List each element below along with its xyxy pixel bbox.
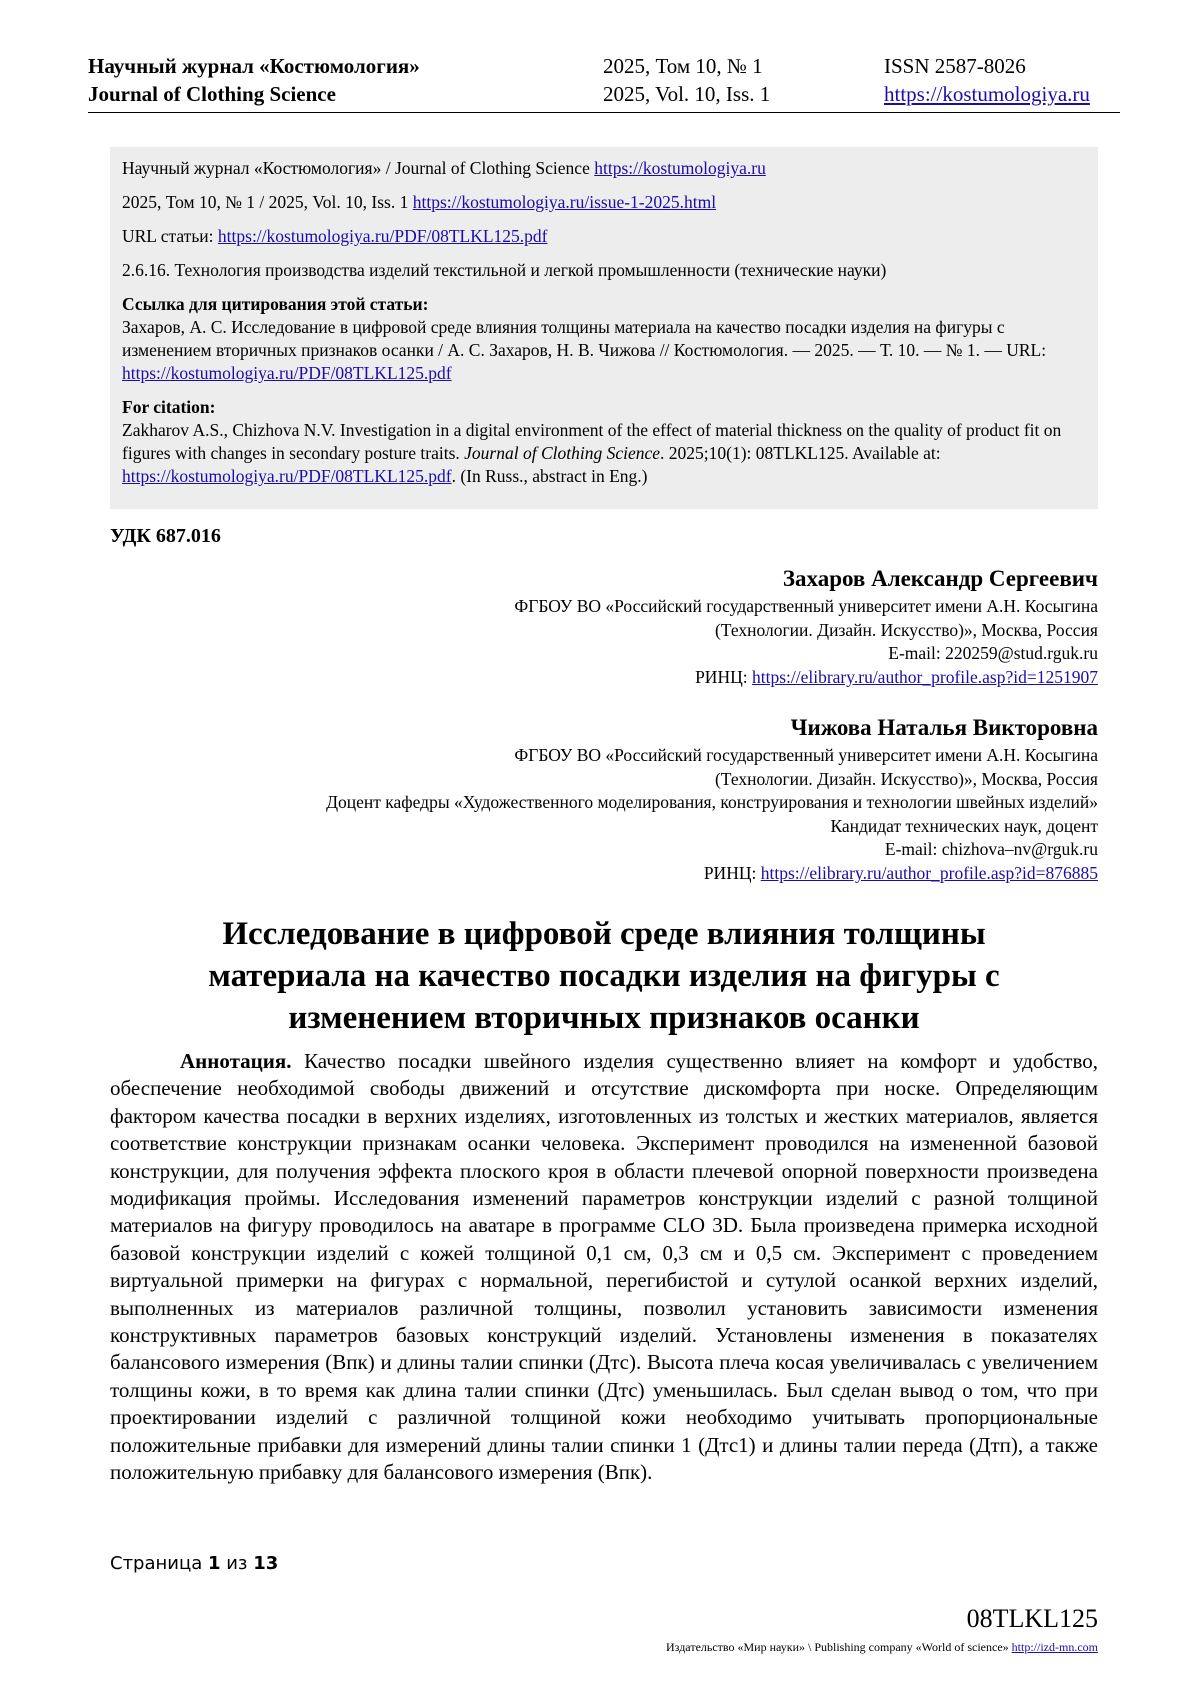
author1-email: E-mail: 220259@stud.rguk.ru — [888, 643, 1098, 664]
publisher-link[interactable]: http://izd-mn.com — [1011, 1640, 1098, 1654]
citation-ru-link[interactable]: https://kostumologiya.ru/PDF/08TLKL125.pdf — [122, 363, 452, 383]
info-issue-text: 2025, Том 10, № 1 / 2025, Vol. 10, Iss. 1 — [122, 192, 413, 212]
udk-code: УДК 687.016 — [110, 525, 221, 547]
author2-rinc — [326, 862, 1098, 886]
header-journal-en: Journal of Clothing Science — [88, 82, 336, 106]
citation-en-text3: . (In Russ., abstract in Eng.) — [451, 466, 648, 486]
header-issue — [603, 52, 770, 108]
article-code: 08TLKL125 — [966, 1604, 1098, 1633]
header-issn — [884, 52, 1090, 108]
abstract — [110, 1048, 1098, 1487]
header-issue-en: 2025, Vol. 10, Iss. 1 — [603, 82, 771, 106]
author1-rinc — [514, 666, 1098, 690]
header-site-link[interactable]: https://kostumologiya.ru — [884, 82, 1090, 106]
author2-rinc-label: РИНЦ: — [703, 862, 761, 883]
info-url-line — [122, 225, 1086, 248]
abstract-text: Качество посадки швейного изделия существенно влияет на комфорт и удобство, обеспечение необходимой свободы движений и отсутствие дискомфорта при носке. Определяющим фактором качества посадки в верхних изделиях, изготовленных из толстых и жестких материалов, является соответствие конструкции признакам осанки человека. Эксперимент проводился на измененной базовой конструкции, для получения эффекта плоского кроя в области плечевой опорной поверхности произведена модификация проймы. Исследования изменений параметров конструкции изделий с разной толщиной материалов на фигуру проводилось на аватаре в программе CLO 3D. Была произведена примерка исходной базовой конструкции изделий с кожей толщиной 0,1 см, 0,3 см и 0,5 см. Эксперимент с проведением виртуальной примерки на фигурах с нормальной, перегибистой и сутулой осанкой верхних изделий, выполненных из материалов различной толщины, позволил установить зависимости изменения конструктивных параметров базовых конструкций изделий. Установлены изменения в показателях балансового измерения (Впк) и длины талии спинки (Дтс). Высота плеча косая увеличивалась с увеличением толщины кожи, в то время как длина талии спинки (Дтс) уменьшилась. Был сделан вывод о том, что при проектировании изделий с различной толщиной кожи необходимо учитывать пропорциональные положительные прибавки для измерений длины талии спинки 1 (Дтс1) и длины талии переда (Дтп), а также положительную прибавку для балансового измерения (Впк). — [110, 1049, 1098, 1485]
abstract-label: Аннотация. — [180, 1049, 292, 1073]
info-specialty: 2.6.16. Технология производства изделий текстильной и легкой промышленности (технические науки) — [122, 260, 887, 280]
info-journal-text: Научный журнал «Костюмология» / Journal of Clothing Science — [122, 158, 595, 178]
author2-rinc-link[interactable]: https://elibrary.ru/author_profile.asp?id=876885 — [760, 862, 1098, 883]
info-article-link[interactable]: https://kostumologiya.ru/PDF/08TLKL125.pdf — [217, 226, 548, 246]
title-line-1: Исследование в цифровой среде влияния толщины — [222, 916, 986, 952]
author2-affiliation-2: (Технологии. Дизайн. Искусство)», Москва, Россия — [714, 768, 1098, 789]
header-journal — [88, 52, 420, 108]
article-info-box — [110, 147, 1098, 509]
author2-affiliation-1: ФГБОУ ВО «Российский государственный университет имени А.Н. Косыгина — [514, 745, 1098, 765]
article-title — [110, 913, 1098, 1039]
author-block-1 — [514, 563, 1098, 689]
header-journal-ru: Научный журнал «Костюмология» — [88, 54, 420, 78]
author2-name: Чижова Наталья Викторовна — [790, 715, 1098, 740]
running-header — [88, 52, 1120, 113]
title-line-2: материала на качество посадки изделия на фигуры с — [208, 958, 1000, 994]
publisher-text: Издательство «Мир науки» \ Publishing company «World of science» — [666, 1640, 1012, 1654]
author1-affiliation-2: (Технологии. Дизайн. Искусство)», Москва, Россия — [714, 619, 1098, 640]
citation-ru-label: Ссылка для цитирования этой статьи: — [122, 294, 429, 314]
citation-ru — [122, 293, 1086, 385]
citation-ru-text: Захаров, А. С. Исследование в цифровой среде влияния толщины материала на качество посадки изделия на фигуры с изменением вторичных признаков осанки / А. С. Захаров, Н. В. Чижова // Костюмология. — 2025. — Т. 10. — № 1. — URL: — [122, 317, 1047, 360]
header-issue-ru: 2025, Том 10, № 1 — [603, 54, 763, 78]
header-issn-number: ISSN 2587-8026 — [884, 54, 1026, 78]
citation-en-link[interactable]: https://kostumologiya.ru/PDF/08TLKL125.pdf — [122, 466, 452, 486]
page-prefix: Страница — [110, 1553, 208, 1574]
info-journal-link[interactable]: https://kostumologiya.ru — [594, 158, 766, 178]
citation-en-text1: Zakharov A.S., Chizhova N.V. Investigation in a digital environment of the effect of material thickness on the quality of product fit on figures with changes in secondary posture traits. — [122, 420, 1062, 463]
citation-en — [122, 396, 1086, 488]
page-current: 1 — [207, 1553, 221, 1574]
author1-rinc-link[interactable]: https://elibrary.ru/author_profile.asp?id=1251907 — [751, 666, 1098, 687]
author2-email: E-mail: chizhova–nv@rguk.ru — [884, 839, 1098, 860]
publisher-line — [666, 1640, 1098, 1655]
info-issue-line — [122, 191, 1086, 214]
info-url-text: URL статьи: — [122, 226, 218, 246]
info-journal-line — [122, 157, 1086, 180]
page-number — [110, 1553, 278, 1574]
author-block-2 — [326, 712, 1098, 886]
author2-position: Доцент кафедры «Художественного моделирования, конструирования и технологии швейных изделий» — [326, 792, 1098, 813]
author1-name: Захаров Александр Сергеевич — [782, 566, 1098, 591]
page-mid: из — [220, 1553, 254, 1574]
title-line-3: изменением вторичных признаков осанки — [288, 1000, 920, 1036]
author1-rinc-label: РИНЦ: — [695, 666, 752, 687]
citation-en-text2: . 2025;10(1): 08TLKL125. Available at: — [660, 443, 941, 463]
author2-degree: Кандидат технических наук, доцент — [830, 815, 1098, 836]
author1-affiliation-1: ФГБОУ ВО «Российский государственный университет имени А.Н. Косыгина — [514, 596, 1098, 616]
citation-en-journal: Journal of Clothing Science — [464, 443, 661, 463]
citation-en-label: For citation: — [122, 397, 216, 417]
info-issue-link[interactable]: https://kostumologiya.ru/issue-1-2025.html — [412, 192, 717, 212]
page-total: 13 — [253, 1553, 279, 1574]
